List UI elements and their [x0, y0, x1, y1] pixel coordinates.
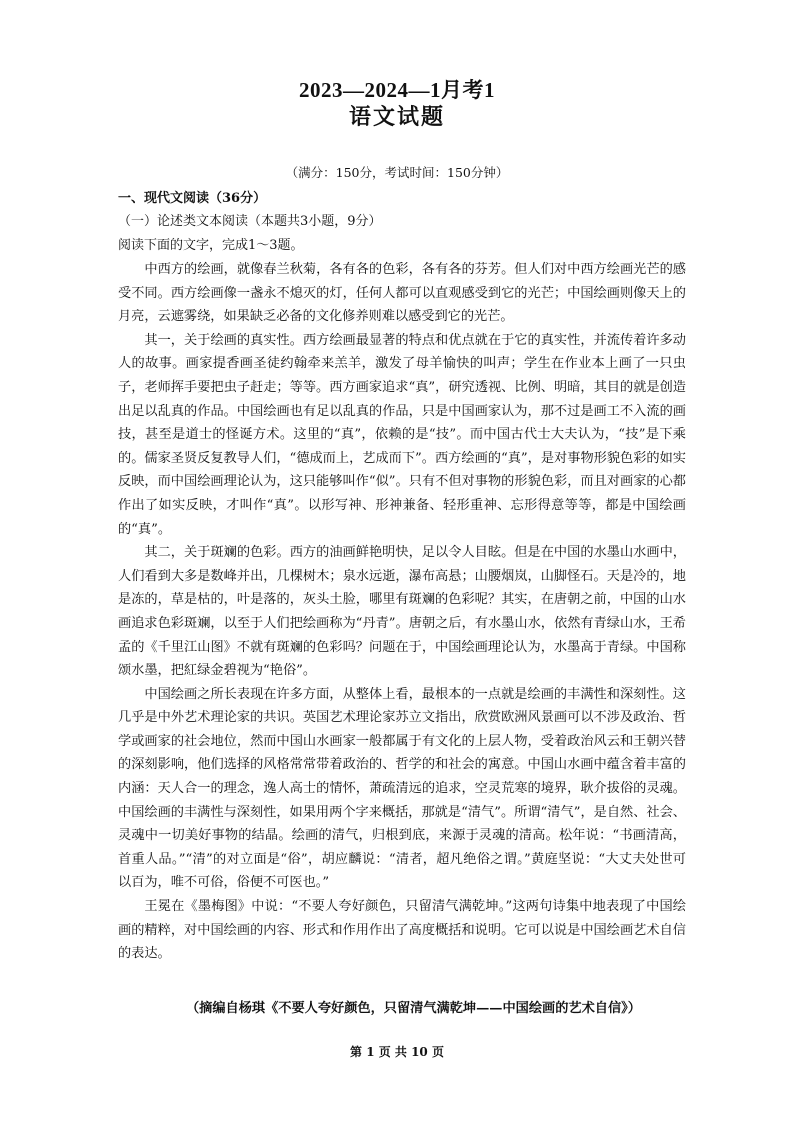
article-paragraph: 中国绘画之所长表现在许多方面，从整体上看，最根本的一点就是绘画的丰满性和深刻性。这几乎是中外艺术理论家的共识。英国艺术理论家苏立文指出，欣赏欧洲风景画可以不涉及政治、哲学或画家的社会地位，然而中国山水画家一般都属于有文化的上层人物，受着政治风云和王朝兴替的深刻影响，他们选择的风格常常带着政治的、哲学的和社会的寓意。中国山水画中蕴含着丰富的内涵：天人合一的理念，逸人高士的情怀，萧疏清远的追求，空灵荒寒的境界，耿介拔俗的灵魂。中国绘画的丰满性与深刻性，如果用两个字来概括，那就是“清气”。所谓“清气”，是自然、社会、灵魂中一切美好事物的结晶。绘画的清气，归根到底，来源于灵魂的清高。松年说：“书画清高，首重人品。”“清”的对立面是“俗”，胡应麟说：“清者，超凡绝俗之谓。”黄庭坚说：“大丈夫处世可以百为，唯不可俗，俗便不可医也。” [118, 686, 686, 891]
article-paragraph: 其一，关于绘画的真实性。西方绘画最显著的特点和优点就在于它的真实性，并流传着许多动人的故事。画家提香画圣徒约翰牵来羔羊，激发了母羊愉快的叫声；学生在作业本上画了一只虫子，老师挥手要把虫子赶走；等等。西方画家追求“真”，研究透视、比例、明暗，其目的就是创造出足以乱真的作品。中国绘画也有足以乱真的作品，只是中国画家认为，那不过是画工不入流的画技，甚至是道士的怪诞方术。这里的“真”，依赖的是“技”。而中国古代士大夫认为，“技”是下乘的。儒家圣贤反复教导人们，“德成而上，艺成而下”。西方绘画的“真”，是对事物形貌色彩的如实反映，而中国绘画理论认为，这只能够叫作“似”。只有不但对事物的形貌色彩，而且对画家的心都作出了如实反映，才叫作“真”。以形写神、形神兼备、轻形重神、忘形得意等等，都是中国绘画的“真”。 [118, 332, 686, 537]
subject-title: 语文试题 [348, 104, 445, 129]
reading-instruction: 阅读下面的文字，完成1～3题。 [118, 238, 304, 253]
article-paragraph: 中西方的绘画，就像春兰秋菊，各有各的色彩，各有各的芬芳。但人们对中西方绘画光芒的感受不同。西方绘画像一盏永不熄灭的灯，任何人都可以直观感受到它的光芒；中国绘画则像天上的月亮，云遮雾绕，如果缺乏必备的文化修养则难以感受到它的光芒。 [118, 262, 686, 325]
subsection-heading: （一）论述类文本阅读（本题共3小题，9分） [118, 214, 382, 229]
exam-meta: （满分：150分，考试时间：150分钟） [285, 165, 509, 180]
article-paragraph: 其二，关于斑斓的色彩。西方的油画鲜艳明快，足以令人目眩。但是在中国的水墨山水画中，人们看到大多是数峰并出，几棵树木；泉水远逝，瀑布高悬；山腰烟岚，山脚怪石。天是冷的，地是冻的，草是枯的，叶是落的，灰头土脸，哪里有斑斓的色彩呢？其实，在唐朝之前，中国的山水画追求色彩斑斓，以至于人们把绘画称为“丹青”。唐朝之后，有水墨山水，依然有青绿山水，王希孟的《千里江山图》不就有斑斓的色彩吗？问题在于，中国绘画理论认为，水墨高于青绿。中国称颂水墨，把紅绿金碧视为“艳俗”。 [118, 545, 686, 679]
article-body [118, 258, 686, 966]
exam-title: 2023—2024—1月考1 [299, 78, 495, 102]
article-paragraph: 王冕在《墨梅图》中说：“不要人夸好颜色，只留清气满乾坤。”这两句诗集中地表现了中国绘画的精粹，对中国绘画的内容、形式和作用作出了高度概括和说明。它可以说是中国绘画艺术自信的表达。 [118, 899, 686, 962]
page-number: 第 1 页 共 10 页 [350, 1045, 444, 1059]
article-source: （摘编自杨琪《不要人夸好颜色，只留清气满乾坤——中国绘画的艺术自信》） [186, 1001, 641, 1016]
section-heading: 一、现代文阅读（36分） [118, 191, 267, 206]
